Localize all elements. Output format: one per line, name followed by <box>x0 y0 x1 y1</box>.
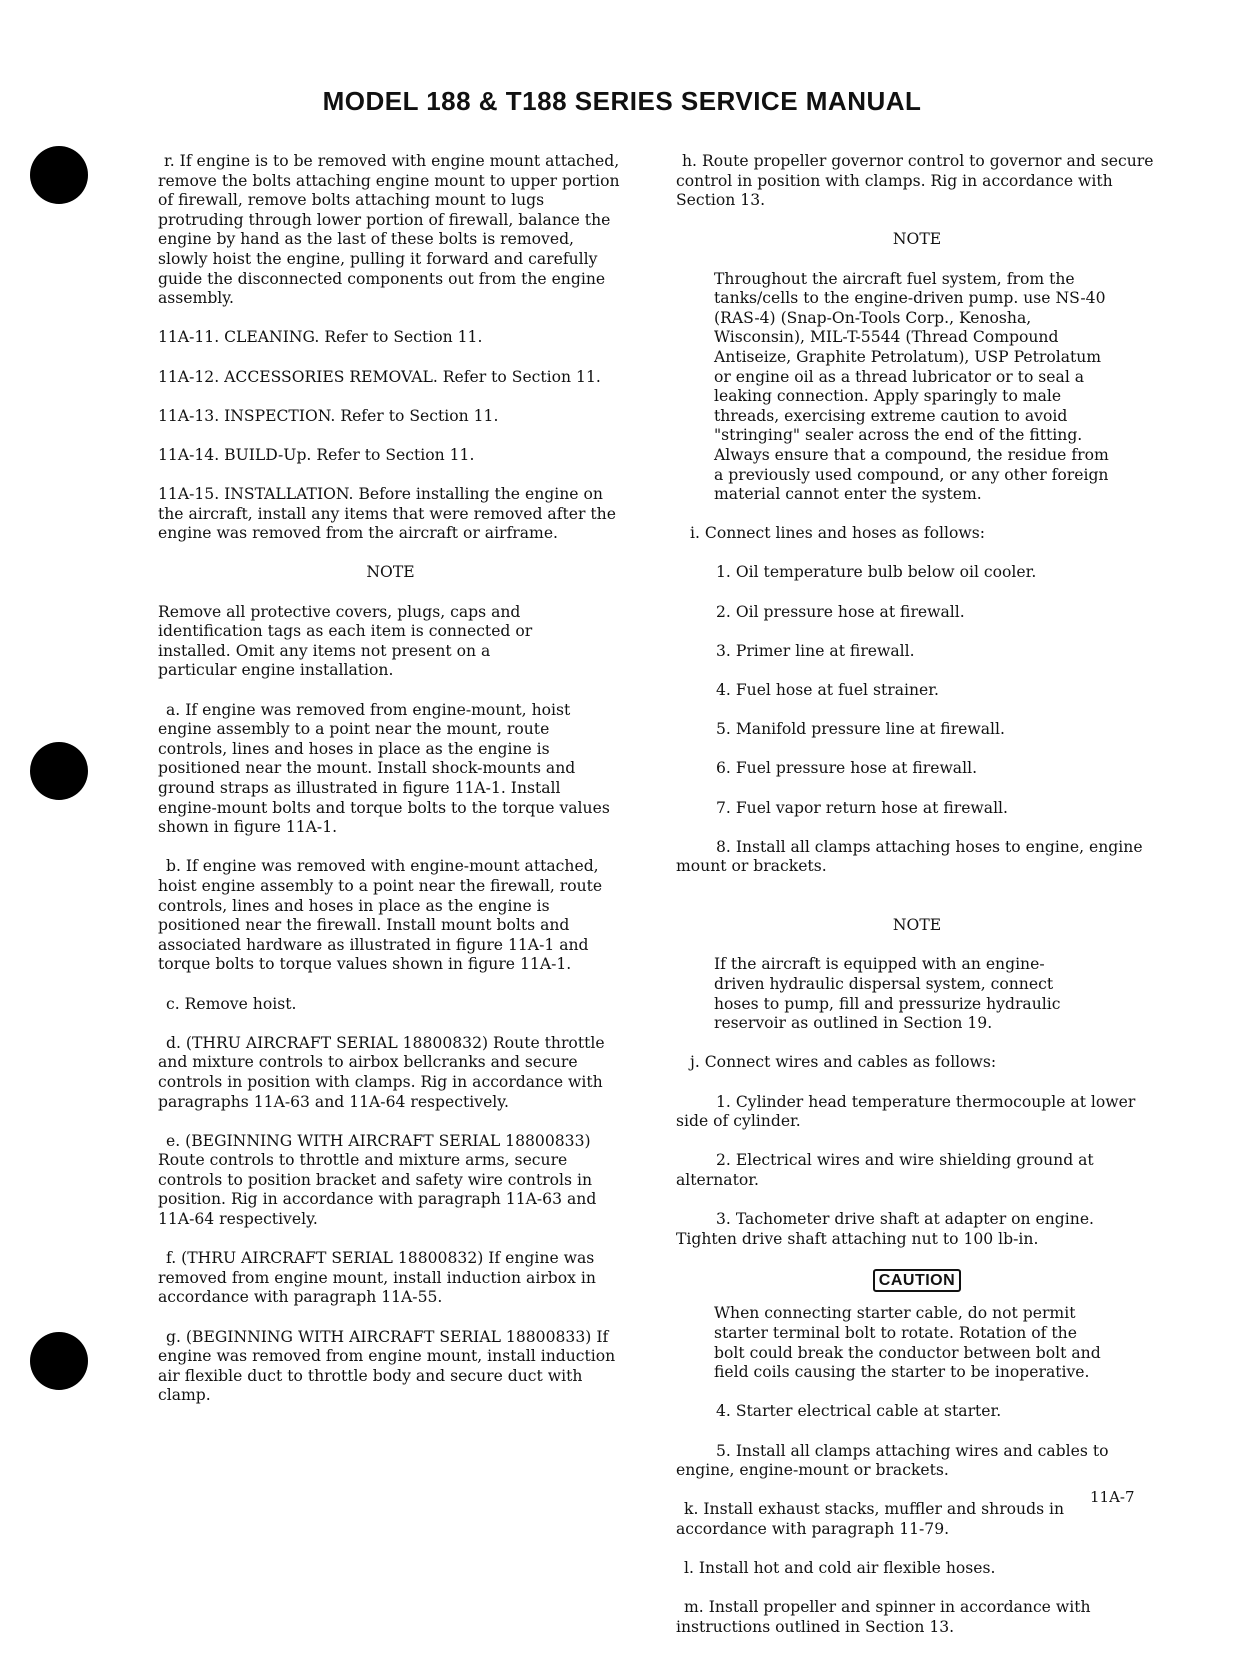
paragraph-11a-13: 11A-13. INSPECTION. Refer to Section 11. <box>158 406 499 425</box>
step-k: k. Install exhaust stacks, muffler and shrouds in accordance with paragraph 11-79. <box>676 1500 1065 1538</box>
step-d: d. (THRU AIRCRAFT SERIAL 18800832) Route throttle and mixture controls to airbox bellcranks and secure controls in position with clamps. Rig in accordance with paragraphs 11A-63 and 11A-64 respectively. <box>158 1033 605 1111</box>
list-item: 5. Install all clamps attaching wires and cables to engine, engine-mount or brackets. <box>676 1441 1109 1480</box>
step-l: l. Install hot and cold air flexible hoses. <box>684 1559 996 1578</box>
list-item: 3. Tachometer drive shaft at adapter on engine. Tighten drive shaft attaching nut to 100 lb-in. <box>676 1210 1095 1248</box>
caution-body: When connecting starter cable, do not permit starter terminal bolt to rotate. Rotation of the bolt could break the conductor between bolt and field coils causing the starter to be inoperative. <box>714 1304 1101 1382</box>
paragraph-11a-12: 11A-12. ACCESSORIES REMOVAL. Refer to Section 11. <box>158 367 601 386</box>
list-item: 5. Manifold pressure line at firewall. <box>716 720 1005 739</box>
note-body: If the aircraft is equipped with an engine-driven hydraulic dispersal system, connect hoses to pump, fill and pressurize hydraulic reservoir as outlined in Section 19. <box>714 955 1061 1033</box>
step-a: a. If engine was removed from engine-mount, hoist engine assembly to a point near the mount, route controls, lines and hoses in place as the engine is positioned near the mount. Install shock-mounts and ground straps as illustrated in figure 11A-1. Install engine-mount bolts and torque bolts to the torque values shown in figure 11A-1. <box>158 700 610 837</box>
list-item: 2. Electrical wires and wire shielding ground at alternator. <box>676 1151 1094 1189</box>
note-heading: NOTE <box>892 230 942 249</box>
list-item: 1. Cylinder head temperature thermocouple at lower side of cylinder. <box>676 1092 1136 1131</box>
list-item: 4. Fuel hose at fuel strainer. <box>716 681 939 700</box>
step-j: j. Connect wires and cables as follows: <box>690 1053 997 1072</box>
step-m: m. Install propeller and spinner in accordance with instructions outlined in Section 13. <box>676 1598 1091 1636</box>
list-item: 2. Oil pressure hose at firewall. <box>716 602 965 621</box>
list-item: 6. Fuel pressure hose at firewall. <box>716 759 978 778</box>
paragraph-11a-14: 11A-14. BUILD-Up. Refer to Section 11. <box>158 445 475 464</box>
note-body: Remove all protective covers, plugs, caps and identification tags as each item is connected or installed. Omit any items not present on a particular engine installation. <box>158 602 533 680</box>
note-body: Throughout the aircraft fuel system, from the tanks/cells to the engine-driven pump. use NS-40 (RAS-4) (Snap-On-Tools Corp., Kenosha, Wisconsin), MIL-T-5544 (Thread Compound Antiseize, Graphite Petrolatum), USP Petrolatum or engine oil as a thread lubricator or to seal a leaking connection. Apply sparingly to male threads, exercising extreme caution to avoid "stringing" sealer across the end of the fitting. Always ensure that a compound, the residue from a previously used compound, or any other foreign material cannot enter the system. <box>714 269 1109 504</box>
step-i: i. Connect lines and hoses as follows: <box>690 524 985 543</box>
caution-label: CAUTION <box>873 1269 961 1293</box>
list-item: 3. Primer line at firewall. <box>716 641 915 660</box>
step-f: f. (THRU AIRCRAFT SERIAL 18800832) If engine was removed from engine mount, install induction airbox in accordance with paragraph 11A-55. <box>158 1249 596 1307</box>
note-heading: NOTE <box>892 916 942 935</box>
paragraph-11a-11: 11A-11. CLEANING. Refer to Section 11. <box>158 328 483 347</box>
step-b: b. If engine was removed with engine-mount attached, hoist engine assembly to a point near the firewall, route controls, lines and hoses in place as the engine is positioned near the firewall. Install mount bolts and associated hardware as illustrated in figure 11A-1 and torque bolts to torque values shown in figure 11A-1. <box>158 857 603 974</box>
page-number: 11A-7 <box>1090 1488 1135 1506</box>
binder-hole <box>30 742 88 800</box>
step-r: r. If engine is to be removed with engine mount attached, remove the bolts attaching engine mount to upper portion of firewall, remove bolts attaching mount to lugs protruding through lower portion of firewall, balance the engine by hand as the last of these bolts is removed, slowly hoist the engine, pulling it forward and carefully guide the disconnected components out from the engine assembly. <box>158 152 620 308</box>
list-item: 1. Oil temperature bulb below oil cooler. <box>716 563 1037 582</box>
page-title: MODEL 188 & T188 SERIES SERVICE MANUAL <box>322 86 922 116</box>
left-column <box>158 152 623 1426</box>
step-h: h. Route propeller governor control to governor and secure control in position with clamps. Rig in accordance with Section 13. <box>676 152 1154 210</box>
step-c: c. Remove hoist. <box>166 994 297 1013</box>
step-e: e. (BEGINNING WITH AIRCRAFT SERIAL 18800833) Route controls to throttle and mixture arms, secure controls to position bracket and safety wire controls in position. Rig in accordance with paragraph 11A-63 and 11A-64 respectively. <box>158 1131 597 1229</box>
binder-hole <box>30 146 88 204</box>
step-g: g. (BEGINNING WITH AIRCRAFT SERIAL 18800833) If engine was removed from engine mount, install induction air flexible duct to throttle body and secure duct with clamp. <box>158 1327 616 1405</box>
list-item: 4. Starter electrical cable at starter. <box>716 1402 1002 1421</box>
paragraph-11a-15: 11A-15. INSTALLATION. Before installing the engine on the aircraft, install any items that were removed after the engine was removed from the aircraft or airframe. <box>158 485 616 543</box>
right-column <box>676 152 1158 1657</box>
list-item: 8. Install all clamps attaching hoses to engine, engine mount or brackets. <box>676 837 1143 876</box>
note-heading: NOTE <box>366 563 415 582</box>
list-item: 7. Fuel vapor return hose at firewall. <box>716 798 1009 817</box>
binder-hole <box>30 1332 88 1390</box>
